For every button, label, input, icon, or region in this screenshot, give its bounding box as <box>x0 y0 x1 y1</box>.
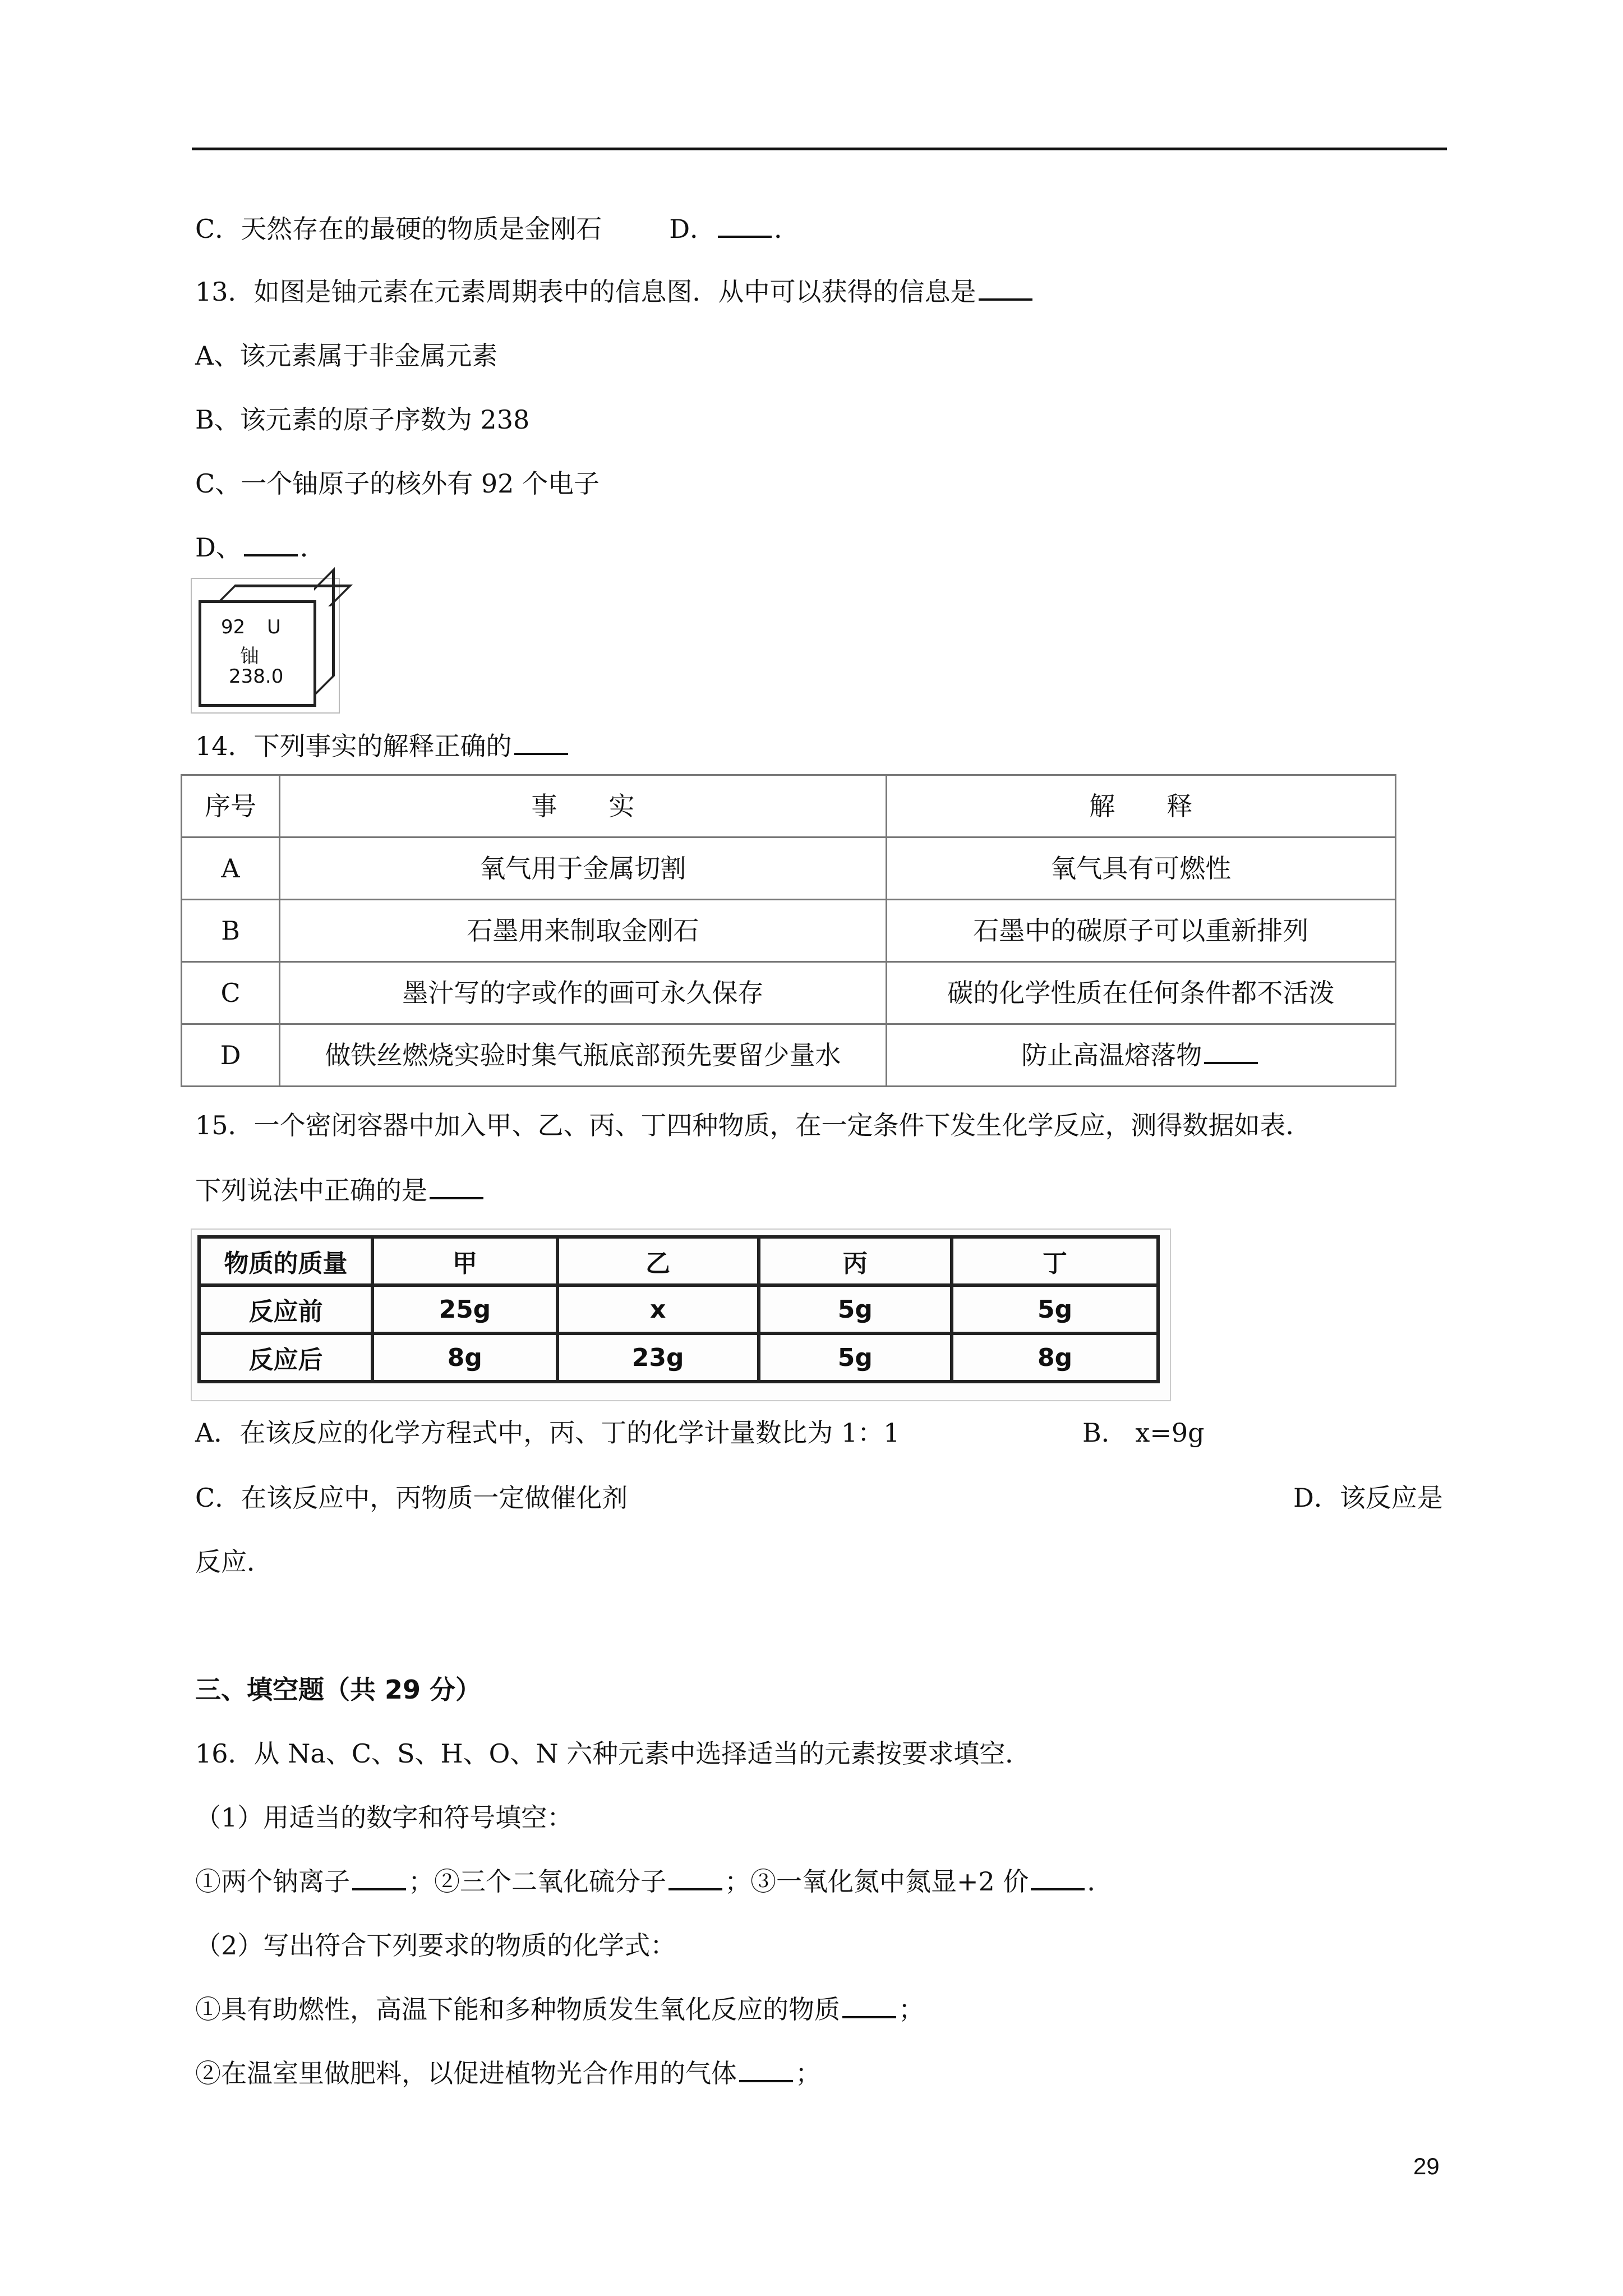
answer-blank[interactable] <box>244 532 298 556</box>
element-name: 铀 <box>240 645 259 668</box>
table-cell: A <box>182 838 280 900</box>
table-cell: 氧气具有可燃性 <box>886 838 1395 900</box>
section-heading: 三、填空题（共 29 分） <box>195 1674 482 1705</box>
element-symbol: U <box>267 616 281 638</box>
table-row <box>199 1333 1158 1382</box>
table-cell: 25g <box>372 1285 557 1333</box>
table-row <box>182 1024 1396 1087</box>
table-header: 甲 <box>372 1237 557 1285</box>
q15-option-b: B． x=9g <box>1082 1418 1205 1448</box>
q13-stem: 13．如图是铀元素在元素周期表中的信息图．从中可以获得的信息是 <box>195 275 1035 309</box>
answer-blank[interactable] <box>1031 1866 1085 1890</box>
table-header: 事 实 <box>280 775 886 838</box>
table-cell: 8g <box>952 1333 1158 1382</box>
q13-option-a: A、该元素属于非金属元素 <box>195 341 498 371</box>
table-cell: 8g <box>372 1333 557 1382</box>
table-header-row <box>199 1237 1158 1285</box>
q15-option-d: D．该反应是 <box>1293 1483 1443 1513</box>
table-cell: 氧气用于金属切割 <box>280 838 886 900</box>
q13-option-b: B、该元素的原子序数为 238 <box>195 404 530 435</box>
table-cell: 石墨中的碳原子可以重新排列 <box>886 900 1395 962</box>
table-cell: C <box>182 962 280 1024</box>
answer-blank[interactable] <box>514 730 568 755</box>
table-row <box>199 1285 1158 1333</box>
q15-option-c: C．在该反应中，丙物质一定做催化剂 <box>195 1483 628 1513</box>
atomic-mass: 238.0 <box>229 665 284 688</box>
q16-part2-item2: ②在温室里做肥料，以促进植物光合作用的气体 ； <box>195 2058 821 2088</box>
table-cell: 墨汁写的字或作的画可永久保存 <box>280 962 886 1024</box>
table-header-row <box>182 775 1396 838</box>
answer-blank[interactable] <box>1204 1039 1258 1064</box>
q15-option-d-cont: 反应． <box>195 1547 273 1577</box>
answer-blank[interactable] <box>352 1866 406 1890</box>
q15-stem-line2: 下列说法中正确的是 <box>195 1174 486 1207</box>
q13-option-c: C、一个铀原子的核外有 92 个电子 <box>195 468 600 499</box>
table-cell: D <box>182 1024 280 1087</box>
table-cell: 碳的化学性质在任何条件都不活泼 <box>886 962 1395 1024</box>
table-header: 丁 <box>952 1237 1158 1285</box>
table-cell: B <box>182 900 280 962</box>
q16-part1: （1）用适当的数字和符号填空： <box>195 1802 573 1833</box>
q15-table <box>197 1235 1160 1383</box>
table-header: 解 释 <box>886 775 1395 838</box>
table-cell: 5g <box>759 1333 952 1382</box>
q16-part2: （2）写出符合下列要求的物质的化学式： <box>195 1930 676 1961</box>
table-header: 序号 <box>182 775 280 838</box>
table-cell: 反应后 <box>199 1333 372 1382</box>
table-cell: 防止高温熔落物 <box>886 1024 1395 1087</box>
answer-blank[interactable] <box>668 1866 722 1890</box>
table-cell: 石墨用来制取金刚石 <box>280 900 886 962</box>
atomic-number: 92 <box>221 616 246 638</box>
table-row <box>182 838 1396 900</box>
q12-option-c: C．天然存在的最硬的物质是金刚石 <box>195 214 602 244</box>
answer-blank[interactable] <box>842 1994 896 2018</box>
q12-option-d: D． <box>669 214 716 244</box>
answer-blank[interactable] <box>430 1175 483 1199</box>
q16-stem: 16．从 Na、C、S、H、O、N 六种元素中选择适当的元素按要求填空． <box>195 1738 1031 1769</box>
table-cell: x <box>557 1285 759 1333</box>
q16-part1-items: ①两个钠离子 ；②三个二氧化硫分子 ；③一氧化氮中氮显+2 价 ． <box>195 1866 1113 1897</box>
q16-part2-item1: ①具有助燃性，高温下能和多种物质发生氧化反应的物质 ； <box>195 1994 924 2024</box>
table-cell: 反应前 <box>199 1285 372 1333</box>
table-cell: 5g <box>952 1285 1158 1333</box>
table-header: 乙 <box>557 1237 759 1285</box>
q14-table <box>181 774 1396 1087</box>
header-rule <box>192 148 1447 150</box>
table-row <box>182 962 1396 1024</box>
q12-options: C．天然存在的最硬的物质是金刚石 D． ． <box>195 214 800 244</box>
table-cell: 做铁丝燃烧实验时集气瓶底部预先要留少量水 <box>280 1024 886 1087</box>
table-row <box>182 900 1396 962</box>
table-cell: 23g <box>557 1333 759 1382</box>
q15-stem-line1: 15．一个密闭容器中加入甲、乙、丙、丁四种物质，在一定条件下发生化学反应，测得数据如表． <box>195 1110 1312 1140</box>
table-cell: 5g <box>759 1285 952 1333</box>
tile-side-face <box>314 567 335 697</box>
answer-blank[interactable] <box>718 213 772 238</box>
table-header: 丙 <box>759 1237 952 1285</box>
q13-option-d: D、 ． <box>195 532 326 563</box>
table-header: 物质的质量 <box>199 1237 372 1285</box>
answer-blank[interactable] <box>979 276 1032 301</box>
q15-option-a: A．在该反应的化学方程式中，丙、丁的化学计量数比为 1：1 <box>195 1418 900 1448</box>
page-number: 29 <box>1413 2153 1440 2179</box>
answer-blank[interactable] <box>739 2058 793 2082</box>
q14-stem: 14．下列事实的解释正确的 <box>195 729 570 763</box>
